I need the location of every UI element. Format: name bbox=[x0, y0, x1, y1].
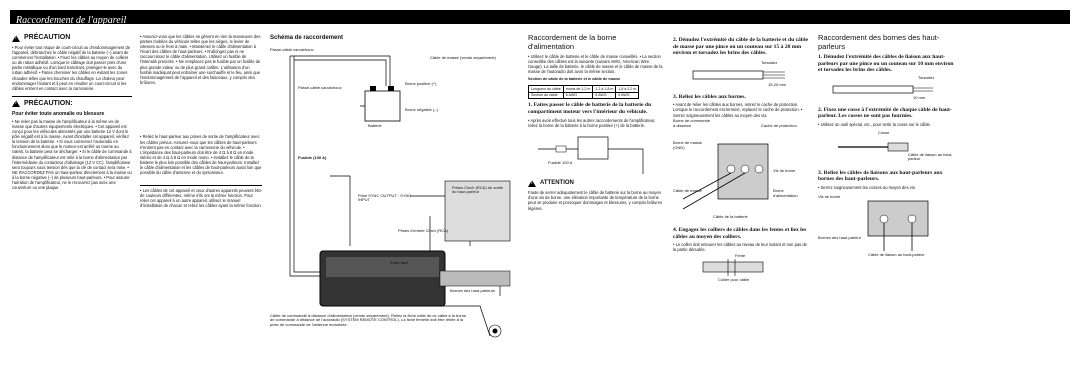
warning-heading: ! PRÉCAUTION bbox=[12, 34, 132, 42]
crimp-diagram bbox=[818, 129, 958, 167]
table-cell: 6 AWG bbox=[593, 92, 616, 99]
column-diagram bbox=[270, 34, 520, 346]
speaker-step-2: 2. Fixez une cosse à l'extrémité de chaque câble de haut-parleur. Les cosses ne sont pas fournies. bbox=[818, 106, 952, 120]
label-power-terminal: Borne d'alimentation bbox=[773, 188, 798, 198]
amplifier-heatsink bbox=[326, 257, 439, 277]
power-intro: • Utilisez le câble de batterie et le câble de masse conseillés. • La section conseillée des câbles est la suivante (suivant AWG, American Wire Gauge). La taille de batterie, le câble de masse et le câble de masse de la masse de l'autoradio doit avoir la même section. bbox=[528, 54, 663, 75]
column-power-steps bbox=[673, 34, 808, 284]
label-grommet-2: Passe-câble caoutchouc bbox=[298, 84, 342, 90]
step-3: 3. Reliez les câbles aux bornes. bbox=[673, 93, 746, 100]
caution-heading: ! ATTENTION bbox=[528, 179, 663, 187]
terminal-diagram bbox=[673, 119, 808, 224]
label-cover: Cache de protection bbox=[761, 123, 797, 129]
label-fuse-100: Fusible 100 A bbox=[548, 160, 573, 166]
label-twist: Torsadez bbox=[761, 59, 778, 65]
screw-icon bbox=[741, 165, 749, 173]
cable-spec-table bbox=[528, 85, 639, 99]
label-strip-length: 15-20 mm bbox=[768, 81, 787, 87]
fuse-icon bbox=[556, 146, 566, 152]
table-cell: 1,8 à 2,2 m bbox=[616, 86, 639, 93]
warning-icon bbox=[12, 100, 20, 107]
step-1: 1. Faites passer le câble de batterie de la batterie du compartiment moteur vers l'intérieur du véhicule. bbox=[528, 102, 652, 115]
screw-icon bbox=[908, 215, 916, 223]
label-front: Autre face bbox=[390, 259, 409, 265]
label-screw: Vis de borne bbox=[773, 168, 796, 174]
strip-diagram bbox=[673, 59, 808, 91]
battery-icon bbox=[578, 137, 608, 159]
speaker-strip-svg bbox=[818, 76, 958, 104]
label-strip-10mm: 10 mm bbox=[913, 94, 926, 100]
diagram-title: Schéma de raccordement bbox=[270, 35, 344, 41]
speaker-terminal-diagram bbox=[818, 191, 958, 261]
diagram-caption: Câble de commande à distance d'alimentation (vendu séparément). Reliez la fiche mâle de ce câble à la borne de commande à distance de l'autoradio (SYSTEM REMOTE CONTROL). La fiche femelle doit être reliée à la prise de commande de l'antenne motorisée. bbox=[270, 312, 467, 328]
battery-terminal-minus bbox=[388, 86, 394, 91]
warning-icon bbox=[12, 35, 20, 42]
cable-icon bbox=[693, 71, 763, 79]
column-precautions bbox=[12, 34, 132, 192]
label-remote-terminal: Borne de commande à distance bbox=[673, 118, 711, 128]
warning-icon bbox=[528, 180, 536, 187]
warning-text-2: • Ne relier pas la masse de l'amplificateur à la même vis de masse que d'autres équipements électriques. • Cet appareil est conçu pour les véhicules alimentés par une batterie 12 V dont le pôle négatif est à la masse. Avant d'installer cet appareil, vérifiez la tension de la batterie. • Si vous conservez l'autoradio en fonctionnement alors que le moteur est arrêté ou tourne au ralenti, la batterie peut se décharger. • Si le câble de commande à distance de l'amplificateur est relié à la borne d'alimentation par l'intermédiaire du contacteur d'allumage (12 V CC), l'amplificateur sera toujours sous tension dès que la clé de contact sera mise. • NE RACCORDEZ PAS un haut-parleur directement à la masse ou à la borne négative (–) de plusieurs haut-parleurs. • Pour assurer l'aération de l'amplificateur, ne le recouvrez pas avec une couverture ou une plaque. bbox=[12, 118, 132, 191]
battery-diagram bbox=[528, 129, 663, 179]
speaker-strip-diagram bbox=[818, 76, 958, 104]
table-cell: Section du câble bbox=[529, 92, 564, 99]
label-terminal-screw: Vis de borne bbox=[818, 194, 841, 200]
page-header bbox=[10, 10, 1070, 24]
speaker-step-3: 3. Reliez les câbles de liaisons aux haut-parleurs aux bornes des haut-parleurs. bbox=[818, 169, 943, 183]
warning-text: • Pour éviter tout risque de court-circuit ou d'endommagement de l'appareil, débranchez le câble négatif de la batterie (–) avant de commencer l'installation. • Fixez les câbles au moyen de colliers ou de ruban adhésif. Lorsque le câblage doit passer près d'une partie métallique ou d'un bord tranchant, protégez-le avec du ruban adhésif. • Faites cheminer les câbles en évitant les zones chaudes telles que les bouches du chauffage. La chaleur peut endommager l'isolant et il peut en résulter un court-circuit si les câbles entrent en contact avec la carrosserie. bbox=[12, 45, 131, 91]
text-block-c: • Les câbles de cet appareil et ceux d'autres appareils peuvent être de couleurs différentes, même s'ils ont la même fonction. Pour relier cet appareil à un autre appareil, utilisez le manuel d'installation de chacun et reliez les câbles ayant la même fonction. bbox=[140, 185, 262, 208]
speaker-step-1: 1. Dénudez l'extrémité des câbles de liaison aux haut-parleurs par une pince ou un couteau sur 10 mm environ et torsadez les brins des câbles. bbox=[818, 54, 954, 74]
battery-terminal-plus bbox=[370, 86, 376, 91]
label-ground: Câble de masse bbox=[673, 188, 702, 194]
label-grommet: Passe-câble caoutchouc bbox=[270, 46, 314, 52]
label-speaker-terminal: Bornes des haut-parleur bbox=[818, 235, 861, 241]
text-block-a: • Assurez-vous que les câbles ne gênent en rien la manœuvre des parties mobiles du véhicule telles que les sièges, le levier de vitesses ou le frein à main. • Maintenez le câble d'alimentation à l'écart des câbles de haut-parleurs. • N'allongez pas ni ne raccourcissez le câble d'alimentation. Utilisez un fusible de l'intensité prescrite. • Ne remplacez pas le fusible par un fusible de plus grande valeur ou de plus grand calibre. L'utilisation d'un fusible inadéquat peut entraîner une surchauffe et le feu, ainsi que l'endommagement de l'appareil et des faisceaux, y compris des brûlures. bbox=[140, 34, 261, 85]
label-twist-hp: Torsadez bbox=[918, 74, 935, 80]
label-fuse: Fusible (100 A) bbox=[298, 154, 327, 160]
label-speaker-terminals: Bornes des haut-parleurs bbox=[450, 287, 495, 293]
caution-text: Faute de serrer adéquatement le câble de batterie sur la borne au moyen d'une vis de borne, une élévation importante de température de la borne peut se produire et provoquer dommages et blessures, y compris brûlures légères. bbox=[528, 190, 663, 211]
step-1-text: • Après avoir effectué tous les autres raccordements de l'amplificateur, reliez la borne de la batterie à la borne positive (+) de la batterie. bbox=[528, 117, 656, 128]
column-speaker-terminals bbox=[818, 34, 958, 261]
divider bbox=[12, 96, 132, 97]
label-slot: Fente bbox=[735, 253, 746, 259]
label-gnd: Borne de masse (GND) bbox=[673, 140, 703, 150]
table-cell: Longueur du câble bbox=[529, 86, 564, 93]
label-battery-plus: Borne positive (+) bbox=[405, 80, 437, 86]
warning-subheading: Pour éviter toute anomalie ou blessure bbox=[12, 110, 105, 117]
step-4-text: • Le collier doit entourer les câbles au niveau de leur isolant et non pas de la partie dénudée. bbox=[673, 242, 807, 253]
battery-diagram-svg bbox=[528, 129, 658, 179]
wiring-diagram bbox=[270, 46, 520, 346]
label-rca-out: Prises Cinch (RCA) de sortie du haut-parleur bbox=[452, 184, 504, 195]
column-precautions-2 bbox=[140, 34, 262, 210]
screw-icon bbox=[755, 165, 763, 173]
speaker-cone-icon bbox=[493, 328, 498, 333]
page-title: Raccordement de l'appareil bbox=[16, 15, 127, 26]
label-lug: Cosse bbox=[878, 129, 890, 135]
tie-diagram bbox=[673, 254, 808, 284]
section-title-power: Raccordement de la borne d'alimentation bbox=[528, 33, 617, 51]
table-cell: 6 AWG bbox=[563, 92, 593, 99]
label-battery-cable: Câble de la batterie bbox=[713, 214, 748, 220]
table-caption: Section de câble de la batterie et le câble de masse bbox=[528, 77, 621, 82]
label-cable-tie: Collier pour câble bbox=[718, 277, 750, 283]
table-cell: 6 AWG bbox=[616, 92, 639, 99]
screw-icon bbox=[727, 165, 735, 173]
label-sync: Prise SYNC OUTPUT : SYNC INPUT bbox=[358, 192, 412, 203]
table-cell: 1,2 à 1,8 m bbox=[593, 86, 616, 93]
label-ground-cable: Câble de masse (vendu séparément) bbox=[430, 54, 496, 60]
speaker-terminal-svg bbox=[818, 191, 958, 261]
warning-heading-2: ! PRÉCAUTION: bbox=[12, 100, 132, 108]
section-title-speaker: Raccordement des bornes des haut-parleurs bbox=[818, 33, 940, 51]
speaker-step-3-text: • Serrez soigneusement les cosses au moyen des vis. bbox=[818, 184, 916, 190]
table-row bbox=[529, 92, 639, 99]
screw-icon bbox=[880, 215, 888, 223]
table-cell: moins de 1,2 m bbox=[563, 86, 593, 93]
label-battery-minus: Borne négative (–) bbox=[405, 106, 438, 112]
step-4: 4. Engagez les colliers de câbles dans les fentes et liez les câbles au moyen des colliers. bbox=[673, 227, 807, 240]
column-power-terminal bbox=[528, 34, 663, 212]
speaker-terminal-block bbox=[440, 271, 510, 286]
lug-icon bbox=[888, 143, 908, 151]
label-battery: Batterie bbox=[368, 122, 382, 128]
label-speaker-cable-2: Câble de liaison au haut-parleur bbox=[868, 252, 925, 258]
label-rca-in: Prises d'entrée Cinch (RCA) bbox=[398, 227, 449, 233]
step-2: 2. Dénudez l'extrémité du câble de la batterie et du câble de masse par une pince ou un couteau sur 15 à 20 mm environ et torsadez les brins des câbles. bbox=[673, 37, 809, 57]
battery-shape bbox=[365, 91, 400, 121]
speaker-step-2-text: • Utilisez un outil spécial, etc., pour sertir la cosse sur le câble. bbox=[818, 121, 931, 127]
label-speaker-cable: Câble de liaison au haut-parleur bbox=[908, 151, 953, 162]
text-block-b: • Reliez le haut-parleur aux prises de sortie de l'amplificateur avec les câbles prévus. Assurez-vous que les câbles de haut-parleurs n'entrent pas en contact avec la carrosserie du véhicule. • L'impédance des haut-parleurs doit être de 4 Ω à 8 Ω en mode stéréo et de 4 Ω à 8 Ω en mode mono. • Installez le câble de la batterie le plus loin possible des câbles de haut-parleurs. Installez le câble d'alimentation et les câbles de haut-parleurs aussi loin que possible du câble d'antenne et du syntoniseur. bbox=[140, 134, 262, 176]
step-3-text: • Avant de relier les câbles aux bornes, retirez le cache de protection. Lorsque le raccordement est terminé, replacez le cache de protection. • Serrez soigneusement les câbles au moyen des vis. bbox=[673, 102, 803, 118]
